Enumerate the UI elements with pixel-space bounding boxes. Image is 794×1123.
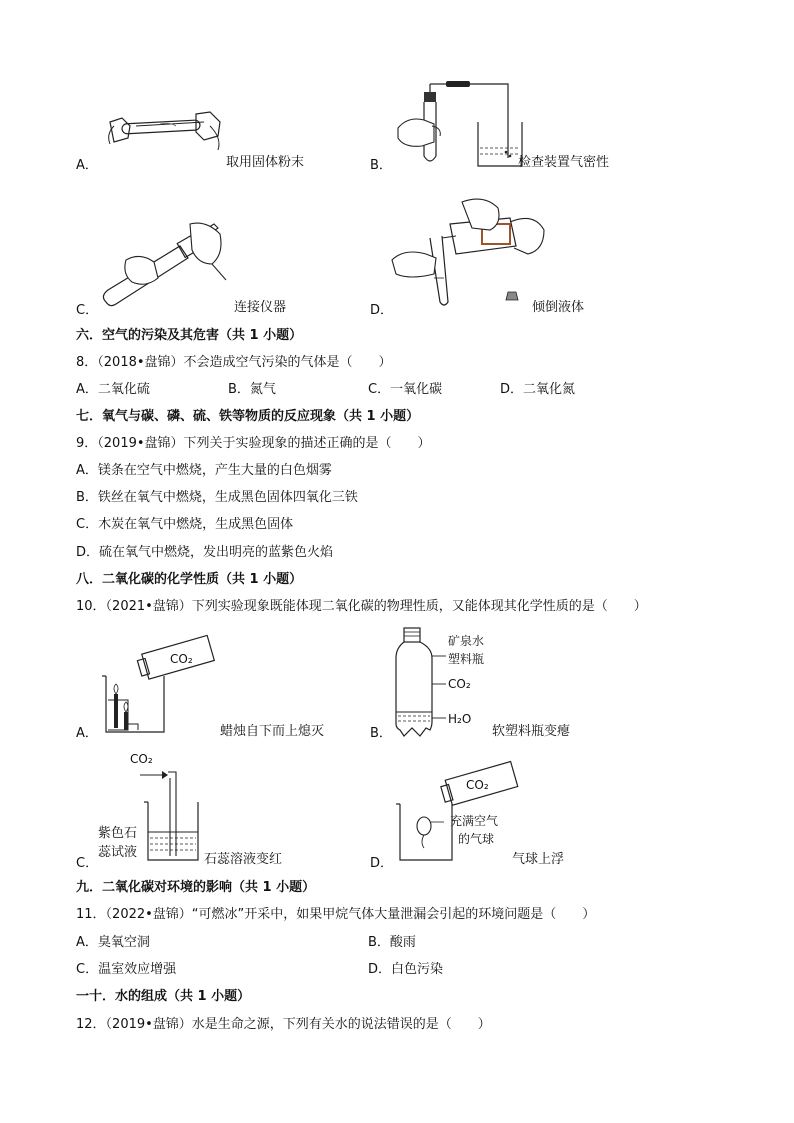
q10-a-letter: A． <box>76 726 98 741</box>
q10-b-h2o-label: H₂O <box>448 712 472 726</box>
q11-option-a: A．臭氧空洞 <box>76 935 150 950</box>
q9-option-a: A．镁条在空气中燃烧，产生大量的白色烟雾 <box>76 463 332 478</box>
q10-b-co2-label: CO₂ <box>448 677 471 691</box>
q11-option-b: B．酸雨 <box>368 935 416 950</box>
q10-c-label-2: 蕊试液 <box>98 845 138 860</box>
q10-c-letter: C． <box>76 856 99 871</box>
q10-c-label-1: 紫色石 <box>98 826 138 841</box>
q10-d-label-1: 充满空气 <box>450 814 499 828</box>
q10-d-letter: D． <box>370 856 394 871</box>
q8-option-d: D．二氧化氮 <box>500 382 576 397</box>
q7-c-caption: 连接仪器 <box>234 300 287 315</box>
q8-option-a: A．二氧化硫 <box>76 382 150 397</box>
q10-b-label-1: 矿泉水 <box>448 634 485 648</box>
q10-a-co2-label: CO₂ <box>170 652 193 666</box>
q10-d-figure <box>392 760 522 864</box>
q7-b-letter: B． <box>370 158 392 173</box>
q9-option-d: D．硫在氧气中燃烧，发出明亮的蓝紫色火焰 <box>76 545 334 560</box>
q9-stem: 9．（2019•盘锦）下列关于实验现象的描述正确的是（ ） <box>76 436 431 451</box>
q10-d-caption: 气球上浮 <box>512 852 565 867</box>
q7-a-letter: A． <box>76 158 98 173</box>
q7-c-letter: C． <box>76 303 99 318</box>
q10-c-co2-label: CO₂ <box>130 752 153 766</box>
section9-heading: 九．二氧化碳对环境的影响（共 1 小题） <box>76 880 316 895</box>
section6-heading: 六．空气的污染及其危害（共 1 小题） <box>76 328 303 343</box>
q7-d-figure <box>390 188 550 308</box>
q7-b-figure <box>394 76 530 168</box>
q12-stem: 12．（2019•盘锦）水是生命之源，下列有关水的说法错误的是（ ） <box>76 1017 491 1032</box>
q11-option-c: C．温室效应增强 <box>76 962 177 977</box>
q10-a-figure <box>98 628 218 738</box>
q7-d-caption: 倾倒液体 <box>532 300 585 315</box>
section8-heading: 八．二氧化碳的化学性质（共 1 小题） <box>76 572 303 587</box>
q7-a-caption: 取用固体粉末 <box>226 155 305 170</box>
q10-b-figure <box>392 626 452 738</box>
q11-stem: 11．（2022•盘锦）“可燃冰”开采中，如果甲烷气体大量泄漏会引起的环境问题是（ ） <box>76 907 596 922</box>
q10-b-letter: B． <box>370 726 392 741</box>
q10-stem: 10．（2021•盘锦）下列实验现象既能体现二氧化碳的物理性质，又能体现其化学性质的是（ ） <box>76 599 647 614</box>
q7-a-figure <box>100 104 230 160</box>
q10-b-label-2: 塑料瓶 <box>448 652 485 666</box>
q10-d-label-2: 的气球 <box>458 832 495 846</box>
section10-heading: 一十．水的组成（共 1 小题） <box>76 989 251 1004</box>
q10-c-caption: 石蕊溶液变红 <box>204 852 283 867</box>
q9-option-b: B．铁丝在氧气中燃烧，生成黑色固体四氧化三铁 <box>76 490 358 505</box>
section7-heading: 七．氧气与碳、磷、硫、铁等物质的反应现象（共 1 小题） <box>76 409 420 424</box>
q8-stem: 8．（2018•盘锦）不会造成空气污染的气体是（ ） <box>76 355 392 370</box>
q10-d-co2-label: CO₂ <box>466 778 489 792</box>
q10-c-figure <box>140 758 220 864</box>
q8-option-c: C．一氧化碳 <box>368 382 443 397</box>
q10-b-caption: 软塑料瓶变瘪 <box>492 724 571 739</box>
q7-b-caption: 检查装置气密性 <box>518 155 610 170</box>
q10-a-caption: 蜡烛自下而上熄灭 <box>220 724 325 739</box>
q11-option-d: D．白色污染 <box>368 962 444 977</box>
q9-option-c: C．木炭在氧气中燃烧，生成黑色固体 <box>76 517 294 532</box>
q7-d-letter: D． <box>370 303 394 318</box>
q8-option-b: B．氮气 <box>228 382 276 397</box>
q7-c-figure <box>96 220 236 312</box>
